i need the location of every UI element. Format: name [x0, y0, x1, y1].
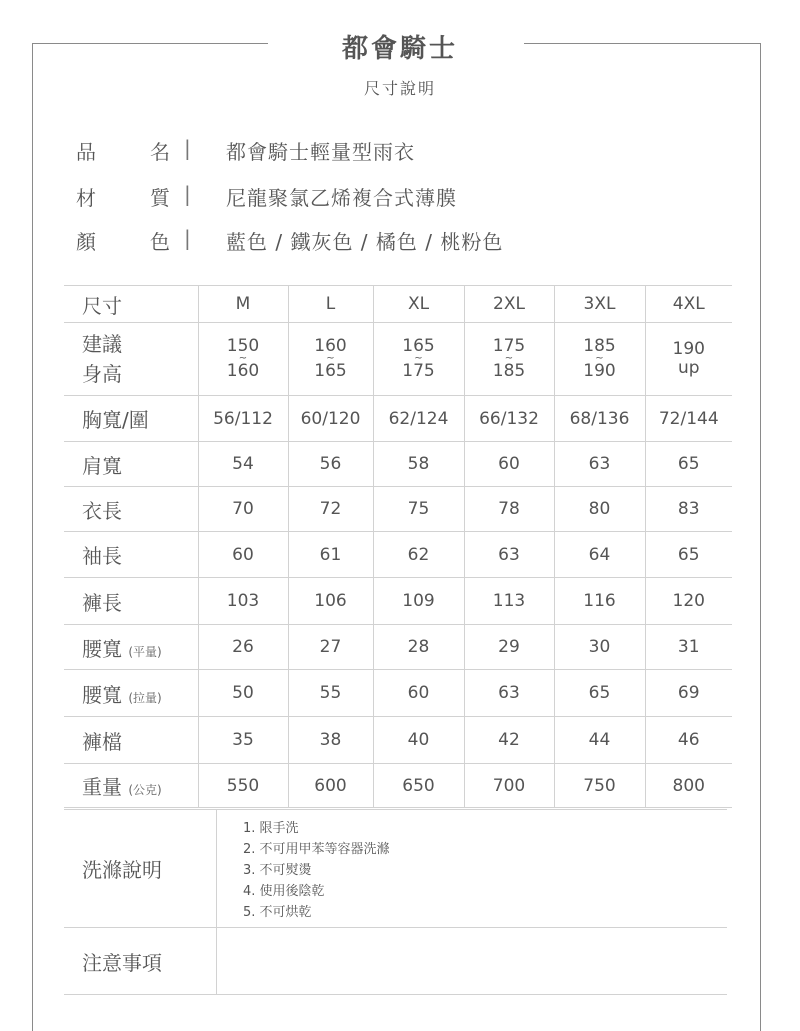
- height-to: 190: [583, 361, 616, 381]
- height-tilde: ~: [504, 353, 514, 364]
- measurement-label-text: 重量: [82, 775, 122, 799]
- measurement-value-cell: 65: [645, 532, 732, 578]
- measurement-value-cell: 38: [288, 717, 373, 764]
- measurement-value-cell: 55: [288, 670, 373, 717]
- measurement-value-cell: 66/132: [464, 396, 554, 442]
- measurement-value-cell: 50: [198, 670, 288, 717]
- height-range-cell: [554, 323, 645, 396]
- care-row: [64, 810, 727, 928]
- measurement-value-cell: 70: [198, 487, 288, 532]
- notes-content: [217, 928, 728, 995]
- height-from: 165: [402, 336, 435, 356]
- measurement-row-label: [64, 442, 198, 487]
- measurement-value-cell: 600: [288, 764, 373, 808]
- measurement-value-cell: 80: [554, 487, 645, 532]
- measurement-label-text: 衣長: [82, 498, 122, 523]
- info-separator: |: [184, 182, 191, 206]
- info-separator: |: [184, 226, 191, 250]
- info-label: 名: [150, 140, 170, 164]
- measurement-value-cell: 27: [288, 625, 373, 670]
- measurement-note: (拉量): [128, 690, 162, 705]
- care-instructions-list: [217, 810, 727, 927]
- care-item: 4. 使用後陰乾: [243, 884, 325, 899]
- measurement-row-label: [64, 764, 198, 808]
- measurement-row-label: [64, 532, 198, 578]
- height-tilde: ~: [238, 353, 248, 364]
- measurement-value-cell: 62: [373, 532, 464, 578]
- measurement-value-cell: 56/112: [198, 396, 288, 442]
- measurement-value-cell: 650: [373, 764, 464, 808]
- size-header-label: 尺寸: [64, 286, 198, 323]
- measurement-value-cell: 109: [373, 578, 464, 625]
- height-to: 185: [492, 361, 526, 381]
- size-header-row: [64, 286, 732, 323]
- measurement-note: (平量): [128, 644, 162, 659]
- size-header-cell: 2XL: [464, 286, 554, 323]
- height-range-cell: [373, 323, 464, 396]
- measurement-row: [64, 670, 732, 717]
- measurement-value-cell: 61: [288, 532, 373, 578]
- height-to: 165: [314, 361, 347, 381]
- material-value: 尼龍聚氯乙烯複合式薄膜: [226, 186, 457, 210]
- measurement-label-text: 腰寬: [82, 682, 122, 707]
- care-item: 2. 不可用甲苯等容器洗滌: [243, 842, 390, 857]
- measurement-value-cell: 78: [464, 487, 554, 532]
- measurement-value-cell: 35: [198, 717, 288, 764]
- measurement-value-cell: 64: [554, 532, 645, 578]
- measurement-row-label: [64, 396, 198, 442]
- measurement-row: [64, 396, 732, 442]
- info-label: 顏: [76, 230, 96, 254]
- measurement-value-cell: 750: [554, 764, 645, 808]
- measurement-label-text: 褲長: [82, 590, 122, 615]
- measurement-value-cell: 106: [288, 578, 373, 625]
- measurement-value-cell: 56: [288, 442, 373, 487]
- frame-left-line: [32, 43, 33, 1031]
- measurement-row: [64, 764, 732, 808]
- measurement-rows: [64, 396, 732, 808]
- measurement-value-cell: 63: [464, 670, 554, 717]
- height-row-label: [64, 323, 198, 396]
- measurement-row: [64, 487, 732, 532]
- height-from: 185: [583, 336, 616, 356]
- height-from: 150: [226, 336, 260, 356]
- height-last-line1: 190: [672, 339, 705, 359]
- measurement-row: [64, 717, 732, 764]
- notes-label: 注意事項: [64, 928, 217, 995]
- measurement-value-cell: 60: [198, 532, 288, 578]
- measurement-row: [64, 442, 732, 487]
- measurement-value-cell: 72/144: [645, 396, 732, 442]
- measurement-value-cell: 800: [645, 764, 732, 808]
- height-tilde: ~: [326, 353, 335, 364]
- measurement-value-cell: 40: [373, 717, 464, 764]
- measurement-label-text: 腰寬: [82, 636, 122, 661]
- measurement-row-label: [64, 487, 198, 532]
- height-to: 175: [402, 361, 435, 381]
- size-table: [64, 285, 732, 808]
- info-label: 色: [150, 230, 170, 254]
- size-header-cell: XL: [373, 286, 464, 323]
- care-item: 1. 限手洗: [243, 821, 299, 836]
- measurement-value-cell: 42: [464, 717, 554, 764]
- measurement-value-cell: 68/136: [554, 396, 645, 442]
- height-tilde: ~: [595, 353, 604, 364]
- care-label: 洗滌說明: [64, 810, 217, 928]
- measurement-value-cell: 116: [554, 578, 645, 625]
- height-label-line1: 建議: [82, 332, 122, 356]
- measurement-value-cell: 65: [554, 670, 645, 717]
- measurement-value-cell: 72: [288, 487, 373, 532]
- measurement-value-cell: 63: [554, 442, 645, 487]
- measurement-value-cell: 60: [373, 670, 464, 717]
- measurement-row-label: [64, 625, 198, 670]
- measurement-value-cell: 28: [373, 625, 464, 670]
- measurement-row: [64, 532, 732, 578]
- measurement-value-cell: 113: [464, 578, 554, 625]
- measurement-value-cell: 58: [373, 442, 464, 487]
- size-header-cell: L: [288, 286, 373, 323]
- height-to: 160: [226, 361, 260, 381]
- measurement-label-text: 胸寬/圍: [82, 408, 149, 432]
- height-range-cell: [198, 323, 288, 396]
- page-subtitle: 尺寸說明: [363, 79, 436, 98]
- measurement-value-cell: 75: [373, 487, 464, 532]
- height-from: 175: [492, 336, 526, 356]
- measurement-row-label: [64, 717, 198, 764]
- measurement-value-cell: 550: [198, 764, 288, 808]
- product-name-value: 都會騎士輕量型雨衣: [226, 140, 415, 164]
- info-label: 材: [76, 186, 96, 210]
- measurement-row: [64, 578, 732, 625]
- brand-title: 都會騎士: [341, 34, 458, 64]
- measurement-value-cell: 30: [554, 625, 645, 670]
- size-header-cell: 3XL: [554, 286, 645, 323]
- measurement-value-cell: 26: [198, 625, 288, 670]
- measurement-value-cell: 65: [645, 442, 732, 487]
- measurement-value-cell: 29: [464, 625, 554, 670]
- measurement-value-cell: 31: [645, 625, 732, 670]
- height-label-line2: 身高: [82, 362, 122, 386]
- measurement-row-label: [64, 670, 198, 717]
- measurement-value-cell: 83: [645, 487, 732, 532]
- measurement-value-cell: 60/120: [288, 396, 373, 442]
- info-label: 質: [150, 186, 170, 210]
- measurement-value-cell: 44: [554, 717, 645, 764]
- size-header-cell: M: [198, 286, 288, 323]
- measurement-label-text: 褲檔: [82, 729, 122, 754]
- height-from: 160: [314, 336, 347, 356]
- height-tilde: ~: [414, 353, 423, 364]
- color-value: 藍色 / 鐵灰色 / 橘色 / 桃粉色: [226, 230, 504, 254]
- height-last-cell: [645, 323, 732, 396]
- measurement-value-cell: 700: [464, 764, 554, 808]
- height-range-cell: [464, 323, 554, 396]
- care-item: 5. 不可烘乾: [243, 905, 312, 920]
- measurement-value-cell: 54: [198, 442, 288, 487]
- height-last-line2: up: [677, 358, 700, 378]
- measurement-value-cell: 120: [645, 578, 732, 625]
- measurement-label-text: 袖長: [82, 544, 122, 568]
- measurement-note: (公克): [128, 783, 162, 797]
- measurement-row: [64, 625, 732, 670]
- care-instructions-cell: [217, 810, 728, 928]
- height-row: [64, 323, 732, 396]
- measurement-row-label: [64, 578, 198, 625]
- care-table: [64, 809, 727, 995]
- measurement-value-cell: 46: [645, 717, 732, 764]
- measurement-value-cell: 69: [645, 670, 732, 717]
- measurement-value-cell: 63: [464, 532, 554, 578]
- frame-right-line: [760, 43, 761, 1031]
- measurement-value-cell: 62/124: [373, 396, 464, 442]
- care-item: 3. 不可熨燙: [243, 863, 312, 878]
- measurement-label-text: 肩寬: [82, 453, 122, 478]
- measurement-value-cell: 60: [464, 442, 554, 487]
- height-range-cell: [288, 323, 373, 396]
- info-separator: |: [184, 136, 191, 160]
- size-header-cell: 4XL: [645, 286, 732, 323]
- info-label: 品: [76, 140, 96, 164]
- measurement-value-cell: 103: [198, 578, 288, 625]
- notes-row: [64, 928, 727, 995]
